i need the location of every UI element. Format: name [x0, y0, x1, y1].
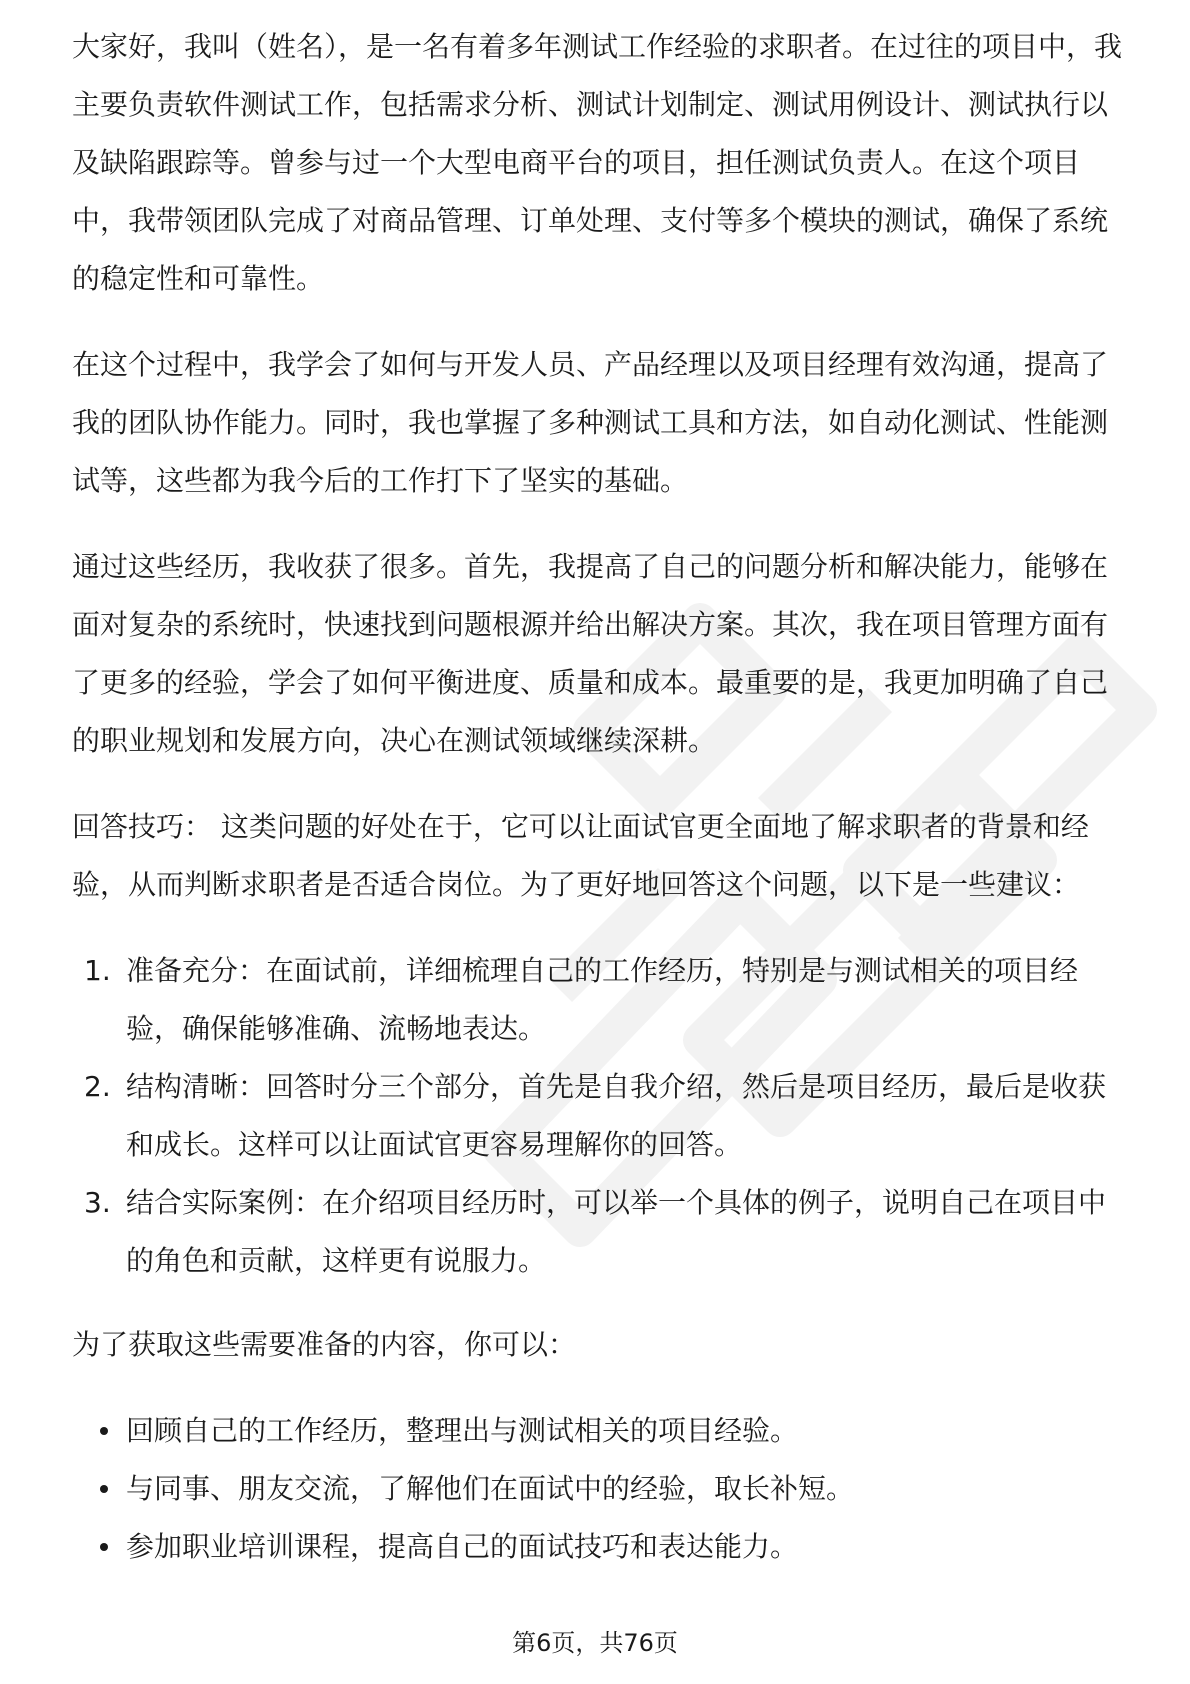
list-item-text: 回顾自己的工作经历，整理出与测试相关的项目经验。 — [126, 1414, 799, 1447]
tips-list — [72, 942, 1124, 1290]
list-number: 1. — [84, 954, 111, 987]
list-item-text: 结合实际案例：在介绍项目经历时，可以举一个具体的例子，说明自己在项目中的角色和贡献，这样更有说服力。 — [126, 1186, 1107, 1277]
list-item-text: 结构清晰：回答时分三个部分，首先是自我介绍，然后是项目经历，最后是收获和成长。这样可以让面试官更容易理解你的回答。 — [126, 1070, 1107, 1161]
list-item — [72, 1058, 1124, 1174]
answer-tips-paragraph: 回答技巧： 这类问题的好处在于，它可以让面试官更全面地了解求职者的背景和经验，从而判断求职者是否适合岗位。为了更好地回答这个问题，以下是一些建议： — [72, 810, 1089, 901]
intro-paragraph: 大家好，我叫（姓名），是一名有着多年测试工作经验的求职者。在过往的项目中，我主要负责软件测试工作，包括需求分析、测试计划制定、测试用例设计、测试执行以及缺陷跟踪等。曾参与过一个大型电商平台的项目，担任测试负责人。在这个项目中，我带领团队完成了对商品管理、订单处理、支付等多个模块的测试，确保了系统的稳定性和可靠性。 — [72, 30, 1123, 295]
list-item — [72, 1518, 1124, 1576]
bullet-icon — [100, 1543, 108, 1551]
list-item — [72, 1174, 1124, 1290]
bullet-icon — [100, 1427, 108, 1435]
preparation-paragraph: 为了获取这些需要准备的内容，你可以： — [72, 1328, 577, 1361]
list-item — [72, 1460, 1124, 1518]
list-item-text: 准备充分：在面试前，详细梳理自己的工作经历，特别是与测试相关的项目经验，确保能够准确、流畅地表达。 — [126, 954, 1079, 1045]
list-item-text: 与同事、朋友交流，了解他们在面试中的经验，取长补短。 — [126, 1472, 855, 1505]
bullet-list — [72, 1402, 1124, 1576]
teamwork-paragraph: 在这个过程中，我学会了如何与开发人员、产品经理以及项目经理有效沟通，提高了我的团队协作能力。同时，我也掌握了多种测试工具和方法，如自动化测试、性能测试等，这些都为我今后的工作打下了坚实的基础。 — [72, 348, 1109, 497]
list-number: 2. — [84, 1070, 111, 1103]
list-item — [72, 942, 1124, 1058]
list-item — [72, 1402, 1124, 1460]
list-number: 3. — [84, 1186, 111, 1219]
bullet-icon — [100, 1485, 108, 1493]
page-number: 第6页，共76页 — [512, 1629, 678, 1657]
document-body — [72, 18, 1124, 1576]
list-item-text: 参加职业培训课程，提高自己的面试技巧和表达能力。 — [126, 1530, 799, 1563]
gains-paragraph: 通过这些经历，我收获了很多。首先，我提高了自己的问题分析和解决能力，能够在面对复杂的系统时，快速找到问题根源并给出解决方案。其次，我在项目管理方面有了更多的经验，学会了如何平衡进度、质量和成本。最重要的是，我更加明确了自己的职业规划和发展方向，决心在测试领域继续深耕。 — [72, 550, 1109, 757]
